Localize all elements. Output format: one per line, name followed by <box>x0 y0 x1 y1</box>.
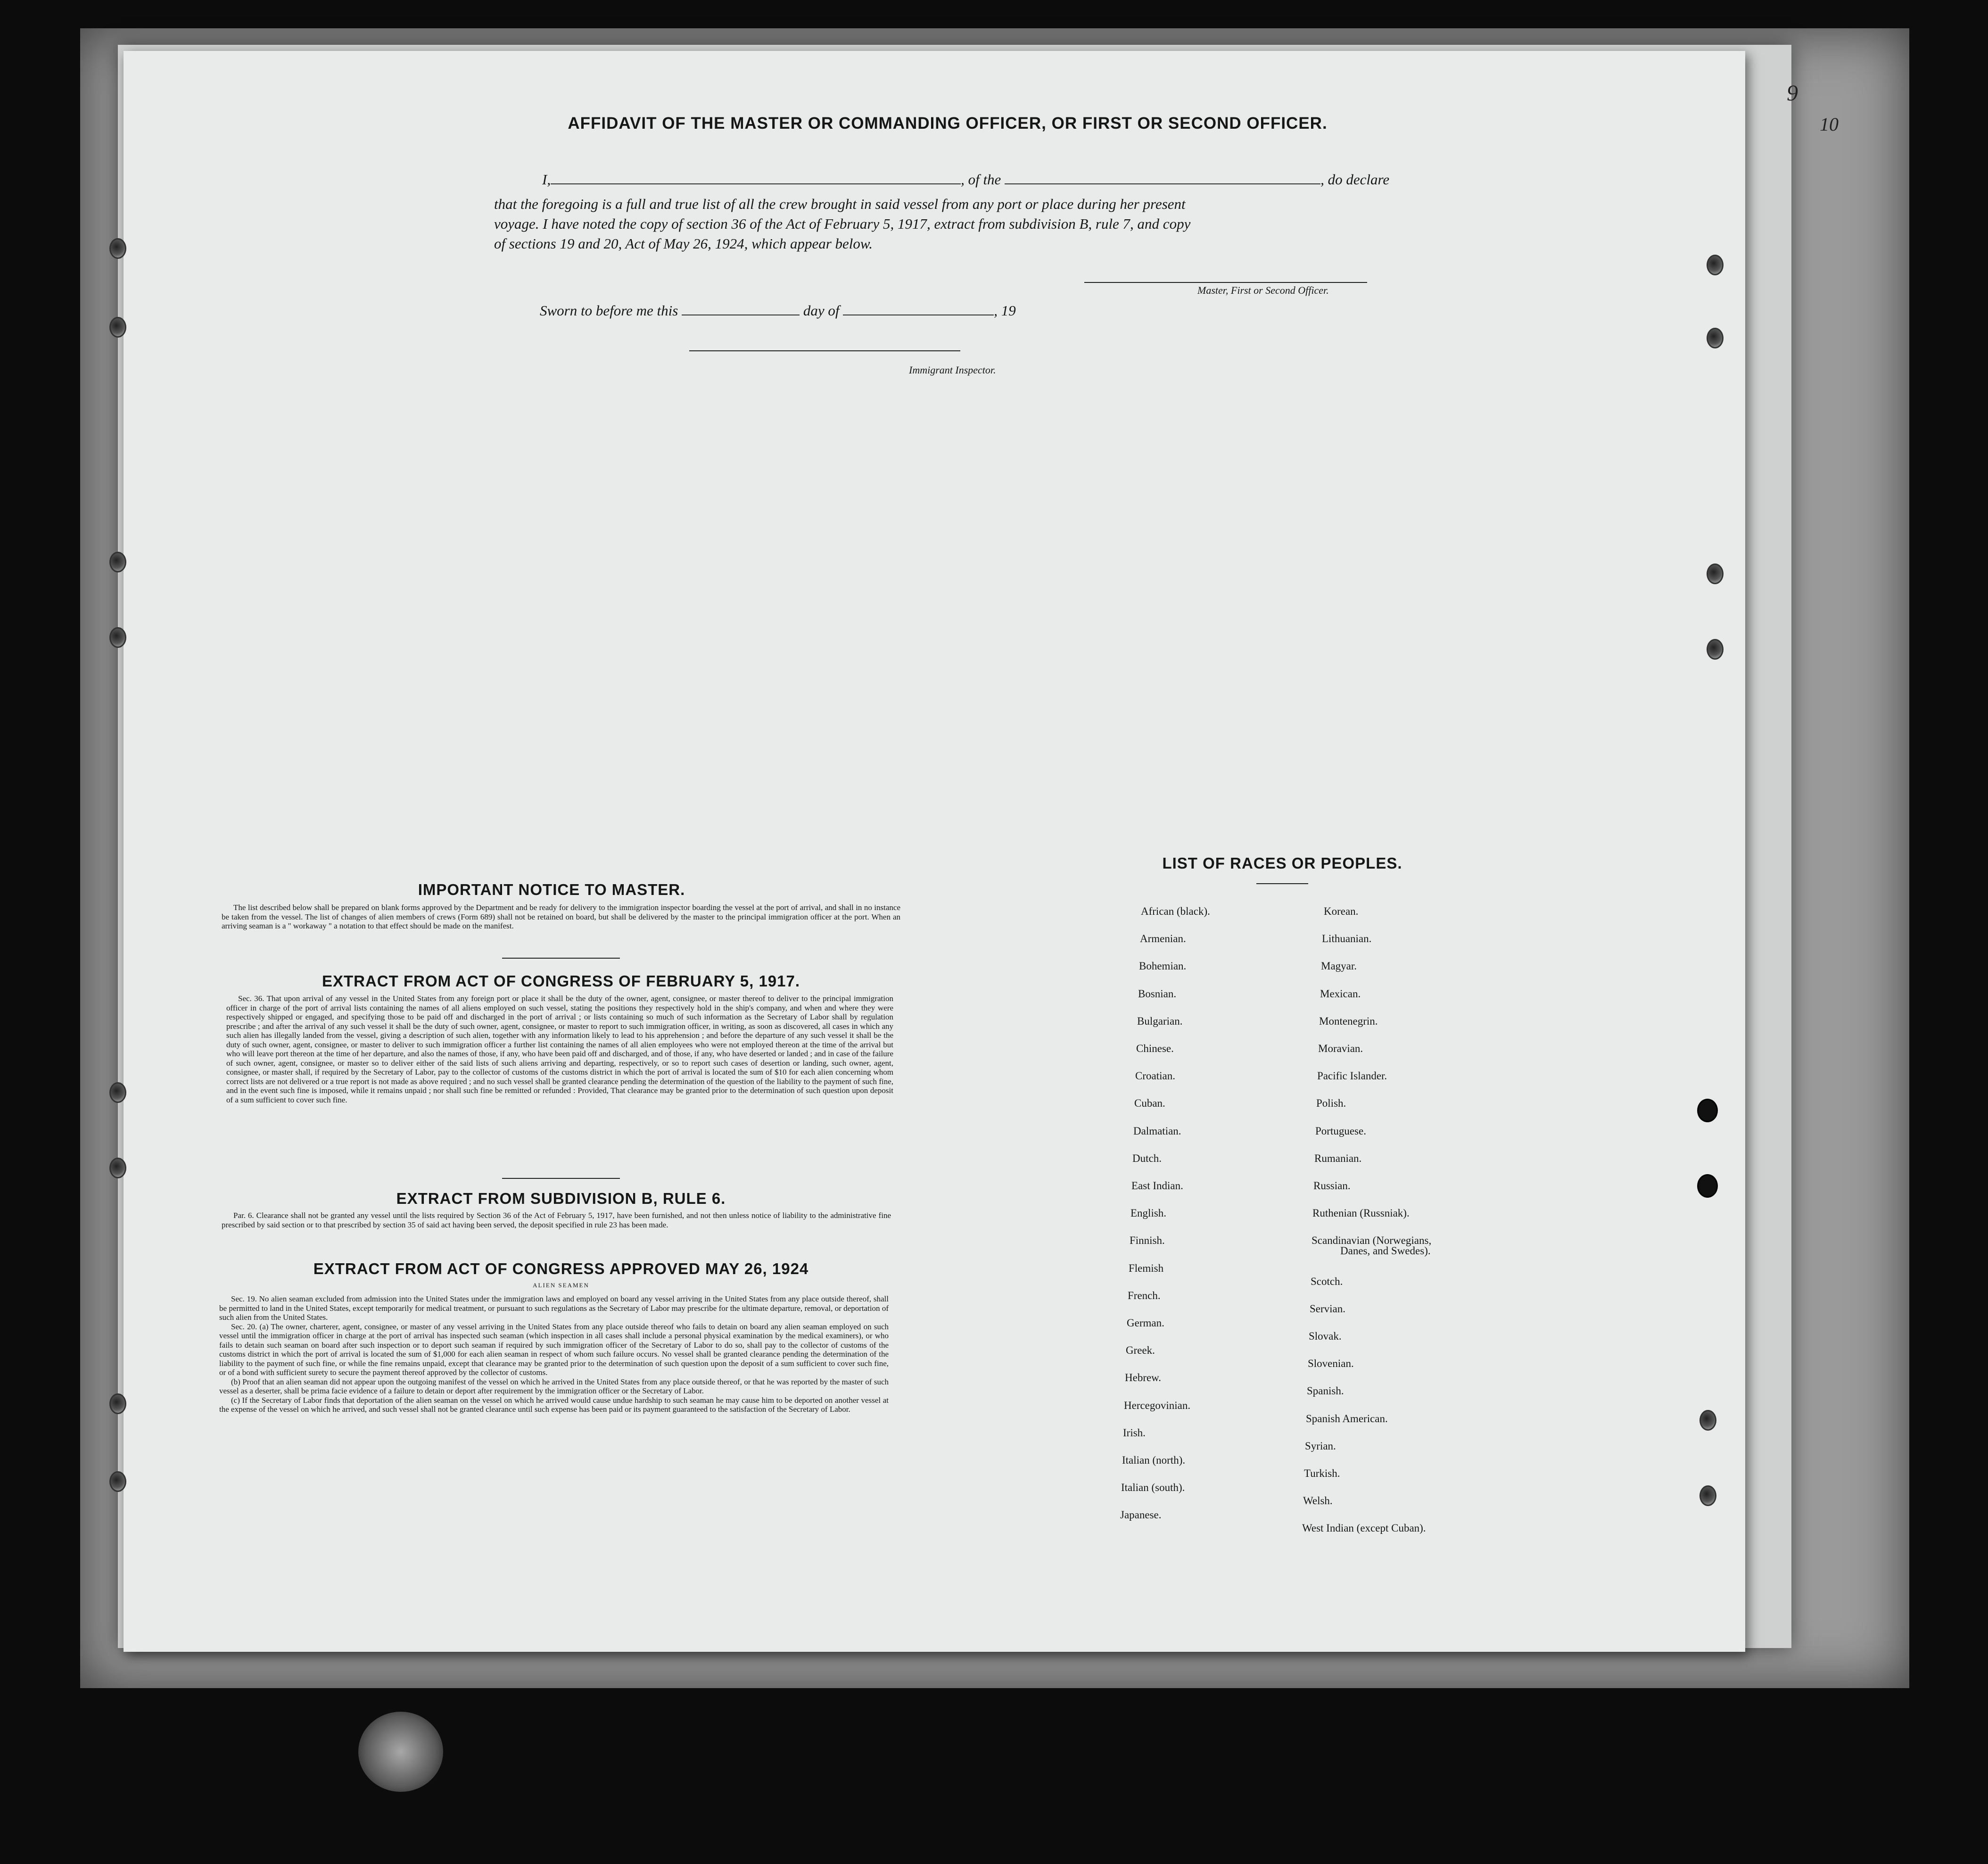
film-smudge <box>358 1712 443 1792</box>
race-entry: Spanish American. <box>1306 1413 1388 1425</box>
race-entry: Russian. <box>1313 1180 1351 1192</box>
page-number-mark: 9 <box>1787 81 1798 106</box>
race-entry: Portuguese. <box>1315 1125 1366 1137</box>
race-entry: Italian (south). <box>1121 1482 1185 1493</box>
race-entry: Hebrew. <box>1125 1372 1162 1384</box>
race-entry: Spanish. <box>1307 1385 1344 1397</box>
race-entry: Cuban. <box>1134 1097 1165 1109</box>
notice-body: The list described below shall be prepared on blank forms approved by the Department and be ready for delivery to the immigration inspector boarding the vessel at the port of arrival, and shall in no instance be taken from the vessel. The list of changes of alien members of crews (Form 689) shall not be retained on board, but shall be delivered by the master to the principal immigration officer at the port. When an arriving seaman is a " workaway " a notation to that effect should be made on the manifest. <box>222 903 900 930</box>
race-entry: English. <box>1130 1207 1167 1219</box>
race-entry: French. <box>1128 1290 1161 1301</box>
race-entry: Bohemian. <box>1139 960 1187 972</box>
sworn-year: , 19 <box>994 302 1016 319</box>
race-entry: Hercegovinian. <box>1124 1400 1191 1411</box>
affidavit-line-3: voyage. I have noted the copy of section 36 of the Act of February 5, 1917, extract from subdivision B, rule 7, and copy <box>494 215 1191 232</box>
binder-hole <box>109 1471 126 1492</box>
notice-title: IMPORTANT NOTICE TO MASTER. <box>418 881 685 898</box>
race-entry: Lithuanian. <box>1322 933 1372 944</box>
race-entry: Servian. <box>1310 1303 1346 1315</box>
race-entry: Korean. <box>1324 905 1359 917</box>
race-entry: Flemish <box>1129 1262 1164 1274</box>
race-entry: German. <box>1127 1317 1164 1329</box>
race-entry: Rumanian. <box>1314 1152 1362 1164</box>
extract-1924-body <box>219 1294 889 1414</box>
binder-hole <box>1699 1485 1716 1506</box>
race-entry: Greek. <box>1126 1344 1155 1356</box>
affidavit-line-2: that the foregoing is a full and true list of all the crew brought in said vessel from any port or place during her present <box>494 196 1186 212</box>
binder-hole <box>1697 1174 1718 1198</box>
inspector-signature-caption: Immigrant Inspector. <box>909 364 996 376</box>
race-entry: Dalmatian. <box>1133 1125 1181 1137</box>
affidavit-declare: , do declare <box>1320 171 1390 188</box>
binder-hole <box>1707 563 1724 584</box>
sec-20b: (b) Proof that an alien seaman did not appear upon the outgoing manifest of the vessel on which he arrived in the United States from any place outside thereof, or that he was reported by the master of such vessel as a deserter, shall be prima facie evidence of a failure to detain or deport after requirement by the immigration officer or the Secretary of Labor. <box>219 1377 889 1395</box>
race-entry: Chinese. <box>1136 1043 1174 1054</box>
race-entry: Dutch. <box>1132 1152 1162 1164</box>
race-entry: Mexican. <box>1320 988 1361 1000</box>
race-entry: Ruthenian (Russniak). <box>1312 1207 1410 1219</box>
sworn-day-of: day of <box>803 302 840 319</box>
race-entry: Turkish. <box>1304 1467 1340 1479</box>
race-entry: Scandinavian (Norwegians, <box>1312 1234 1432 1246</box>
affidavit-of-the: , of the <box>961 171 1001 188</box>
race-entry: Montenegrin. <box>1319 1015 1378 1027</box>
sworn-day-field[interactable] <box>682 304 800 315</box>
master-signature-caption: Master, First or Second Officer. <box>1197 284 1329 296</box>
race-entry: Bosnian. <box>1138 988 1177 1000</box>
binder-hole <box>109 317 126 338</box>
extract-1924-subtitle: ALIEN SEAMEN <box>533 1282 589 1289</box>
race-entry: Italian (north). <box>1122 1454 1186 1466</box>
binder-hole <box>109 1082 126 1103</box>
sworn-prefix: Sworn to before me this <box>540 302 678 319</box>
affidavit-i: I, <box>542 171 551 188</box>
affidavit-line-4: of sections 19 and 20, Act of May 26, 1924, which appear below. <box>494 235 873 252</box>
affidavit-declaration-line <box>542 170 1389 189</box>
race-entry: Croatian. <box>1135 1070 1175 1082</box>
extract-1917-body: Sec. 36. That upon arrival of any vessel in the United States from any foreign port or place it shall be the duty of the owner, agent, consignee, or master thereof to deliver to the principal immigration officer in charge of the port of arrival lists containing the names of all aliens employed on such vessel, stating the positions they respectively hold in the ship's company, and when and where they were respectively shipped or engaged, and specifying those to be paid off and discharged in the port of arrival ; or lists containing so much of such information as the Secretary of Labor shall by regulation prescribe ; and after the arrival of any such vessel it shall be the duty of such owner, agent, consignee, or master to report to such immigration officer, in writing, as soon as discovered, all cases in which any such alien has illegally landed from the vessel, giving a description of such alien, together with any information likely to lead to his apprehension ; and before the departure of any such vessel it shall be the duty of such owner, agent, consignee, or master to deliver to such immigration officer a further list containing the names of all alien employees who were not employed thereon at the time of the arrival but who will leave port thereon at the time of her departure, and also the names of those, if any, who have been paid off and discharged, and of those, if any, who have deserted or landed ; and in case of the failure of such owner, agent, consignee, or master so to deliver either of the said lists of such aliens arriving and departing, respectively, or so to report such cases of desertion or landing, such owner, agent, consignee, or master shall, if required by the Secretary of Labor, pay to the collector of customs of the customs district in which the port of arrival is located the sum of $10 for each alien concerning whom correct lists are not delivered or a true report is not made as above required ; and no such vessel shall be granted clearance pending the determination of the question of the liability to the payment of such fine, and in the event such fine is imposed, while it remains unpaid ; nor shall such fine be remitted or refunded : Provided, That clearance may be granted prior to the determination of such question upon deposit of a sum sufficient to cover such fine. <box>226 994 893 1104</box>
race-entry: Polish. <box>1316 1097 1346 1109</box>
races-title-rule <box>1256 883 1308 884</box>
binder-hole <box>109 1393 126 1414</box>
race-entry: Finnish. <box>1130 1234 1165 1246</box>
binder-hole <box>109 1158 126 1178</box>
page-number-mark-2: 10 <box>1820 114 1839 135</box>
section-divider <box>502 1178 620 1179</box>
races-title: LIST OF RACES OR PEOPLES. <box>1162 854 1402 872</box>
race-entry: African (black). <box>1141 905 1210 917</box>
race-entry: Scotch. <box>1311 1276 1343 1287</box>
binder-hole <box>1707 328 1724 348</box>
vessel-name-field[interactable] <box>1005 173 1320 184</box>
race-entry-continuation: Danes, and Swedes). <box>1340 1245 1431 1257</box>
race-entry: Moravian. <box>1318 1043 1363 1054</box>
race-entry: Irish. <box>1123 1427 1146 1439</box>
sec-19: Sec. 19. No alien seaman excluded from admission into the United States under the immigration laws and employed on board any vessel arriving in the United States from any place outside thereof, shall be permitted to land in the United States, except temporarily for medical treatment, or pursuant to such regulations as the Secretary of Labor may prescribe for the ultimate departure, removal, or deportation of such alien from the United States. <box>219 1294 889 1322</box>
race-entry: Pacific Islander. <box>1317 1070 1387 1082</box>
inspector-signature-line[interactable] <box>689 350 960 351</box>
race-entry: Welsh. <box>1303 1495 1333 1507</box>
extract-1924-title: EXTRACT FROM ACT OF CONGRESS APPROVED MAY 26, 1924 <box>313 1260 809 1277</box>
affidavit-title: AFFIDAVIT OF THE MASTER OR COMMANDING OFFICER, OR FIRST OR SECOND OFFICER. <box>568 114 1328 133</box>
binder-hole <box>109 627 126 648</box>
extract-1917-title: EXTRACT FROM ACT OF CONGRESS OF FEBRUARY 5, 1917. <box>322 972 800 990</box>
sec-20c: (c) If the Secretary of Labor finds that deportation of the alien seaman on the vessel on which he arrived would cause undue hardship to such seaman he may cause him to be deported on another vessel at the expense of the vessel on which he arrived, and such vessel shall not be granted clearance until such expense has been paid or its payment guaranteed to the satisfaction of the Secretary of Labor. <box>219 1395 889 1414</box>
race-entry: East Indian. <box>1131 1180 1183 1192</box>
binder-hole <box>109 552 126 572</box>
binder-hole <box>1707 639 1724 660</box>
binder-hole <box>1699 1410 1716 1431</box>
extract-rule6-body: Par. 6. Clearance shall not be granted any vessel until the lists required by Section 36 of the Act of February 5, 1917, have been furnished, and not then unless notice of liability to the administrative fine prescribed by said section or to that prescribed by section 35 of said act having been served, the deposit specified in rule 23 has been made. <box>222 1211 891 1229</box>
binder-hole <box>1707 255 1724 275</box>
extract-rule6-title: EXTRACT FROM SUBDIVISION B, RULE 6. <box>396 1190 726 1207</box>
section-divider <box>502 958 620 959</box>
sworn-line <box>540 301 1016 320</box>
race-entry: Armenian. <box>1140 933 1186 944</box>
race-entry: Slovenian. <box>1308 1358 1354 1369</box>
master-signature-line[interactable] <box>1084 282 1367 283</box>
binder-hole <box>109 238 126 259</box>
race-entry: West Indian (except Cuban). <box>1302 1522 1426 1534</box>
race-entry: Slovak. <box>1309 1330 1342 1342</box>
race-entry: Bulgarian. <box>1137 1015 1183 1027</box>
binder-hole <box>1697 1099 1718 1122</box>
sec-20a: Sec. 20. (a) The owner, charterer, agent, consignee, or master of any vessel arriving in the United States from any place outside thereof who fails to detain on board any alien seaman employed on such vessel until the immigration officer in charge at the port of arrival has inspected such seaman (which inspection in all cases shall include a personal physical examination by the medical examiners), or who fails to detain such seaman on board after such inspection or to deport such seaman if required by such immigration officer of the Secretary of Labor to do so, shall pay to the collector of customs of the customs district in which the port of arrival is located the sum of $1,000 for each alien seaman in respect of whom such failure occurs. No vessel shall be granted clearance pending the determination of the liability to the payment of such fine, or while the fine remains unpaid, except that clearance may be granted prior to the determination of such question upon the deposit of a sum sufficient to cover such fine, or of a bond with sufficient surety to secure the payment thereof approved by the collector of customs. <box>219 1322 889 1377</box>
sworn-month-field[interactable] <box>843 304 994 315</box>
race-entry: Japanese. <box>1120 1509 1162 1521</box>
race-entry: Syrian. <box>1305 1440 1336 1452</box>
race-entry: Magyar. <box>1321 960 1357 972</box>
master-name-field[interactable] <box>551 173 961 184</box>
